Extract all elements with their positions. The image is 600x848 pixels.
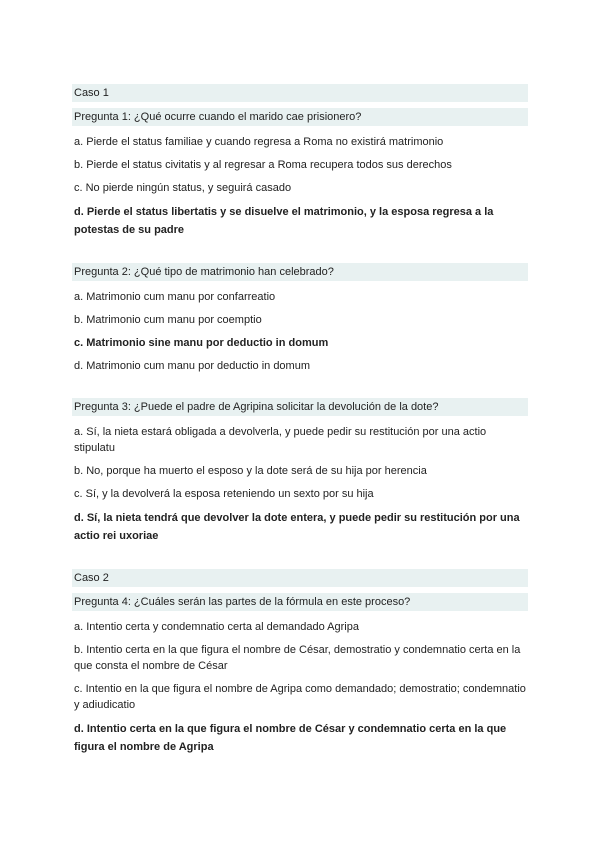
question-heading: Pregunta 2: ¿Qué tipo de matrimonio han celebrado? (72, 263, 528, 281)
answer-option: b. Intentio certa en la que figura el nombre de César, demostratio y condemnatio certa en la que consta el nombre de César (74, 644, 521, 672)
case-heading: Caso 1 (72, 84, 528, 102)
correct-answer-option: d. Intentio certa en la que figura el nombre de César y condemnatio certa en la que figura el nombre de Agripa (74, 723, 507, 753)
answer-option: b. Pierde el status civitatis y al regresar a Roma recupera todos sus derechos (74, 159, 452, 171)
question-heading: Pregunta 1: ¿Qué ocurre cuando el marido cae prisionero? (72, 108, 528, 126)
case-heading: Caso 2 (72, 569, 528, 587)
correct-answer-option: d. Sí, la nieta tendrá que devolver la dote entera, y puede pedir su restitución por una actio rei uxoriae (74, 512, 520, 542)
answer-option: d. Matrimonio cum manu por deductio in domum (74, 360, 310, 372)
answer-option: a. Pierde el status familiae y cuando regresa a Roma no existirá matrimonio (74, 136, 444, 148)
correct-answer-option: d. Pierde el status libertatis y se disuelve el matrimonio, y la esposa regresa a la potestas de su padre (74, 206, 494, 236)
document-page (72, 84, 528, 756)
question-heading: Pregunta 4: ¿Cuáles serán las partes de la fórmula en este proceso? (72, 593, 528, 611)
question-heading: Pregunta 3: ¿Puede el padre de Agripina solicitar la devolución de la dote? (72, 398, 528, 416)
answer-option: c. Sí, y la devolverá la esposa reteniendo un sexto por su hija (74, 488, 374, 500)
answer-option: c. Intentio en la que figura el nombre de Agripa como demandado; demostratio; condemnatio y adiudicatio (74, 683, 526, 711)
answer-option: b. No, porque ha muerto el esposo y la dote será de su hija por herencia (74, 465, 427, 477)
answer-option: a. Sí, la nieta estará obligada a devolverla, y puede pedir su restitución por una actio stipulatu (74, 426, 487, 454)
answer-option: a. Intentio certa y condemnatio certa al demandado Agripa (74, 621, 359, 633)
answer-option: c. No pierde ningún status, y seguirá casado (74, 182, 292, 194)
answer-option: b. Matrimonio cum manu por coemptio (74, 314, 262, 326)
answer-option: a. Matrimonio cum manu por confarreatio (74, 291, 276, 303)
correct-answer-option: c. Matrimonio sine manu por deductio in domum (74, 337, 329, 349)
